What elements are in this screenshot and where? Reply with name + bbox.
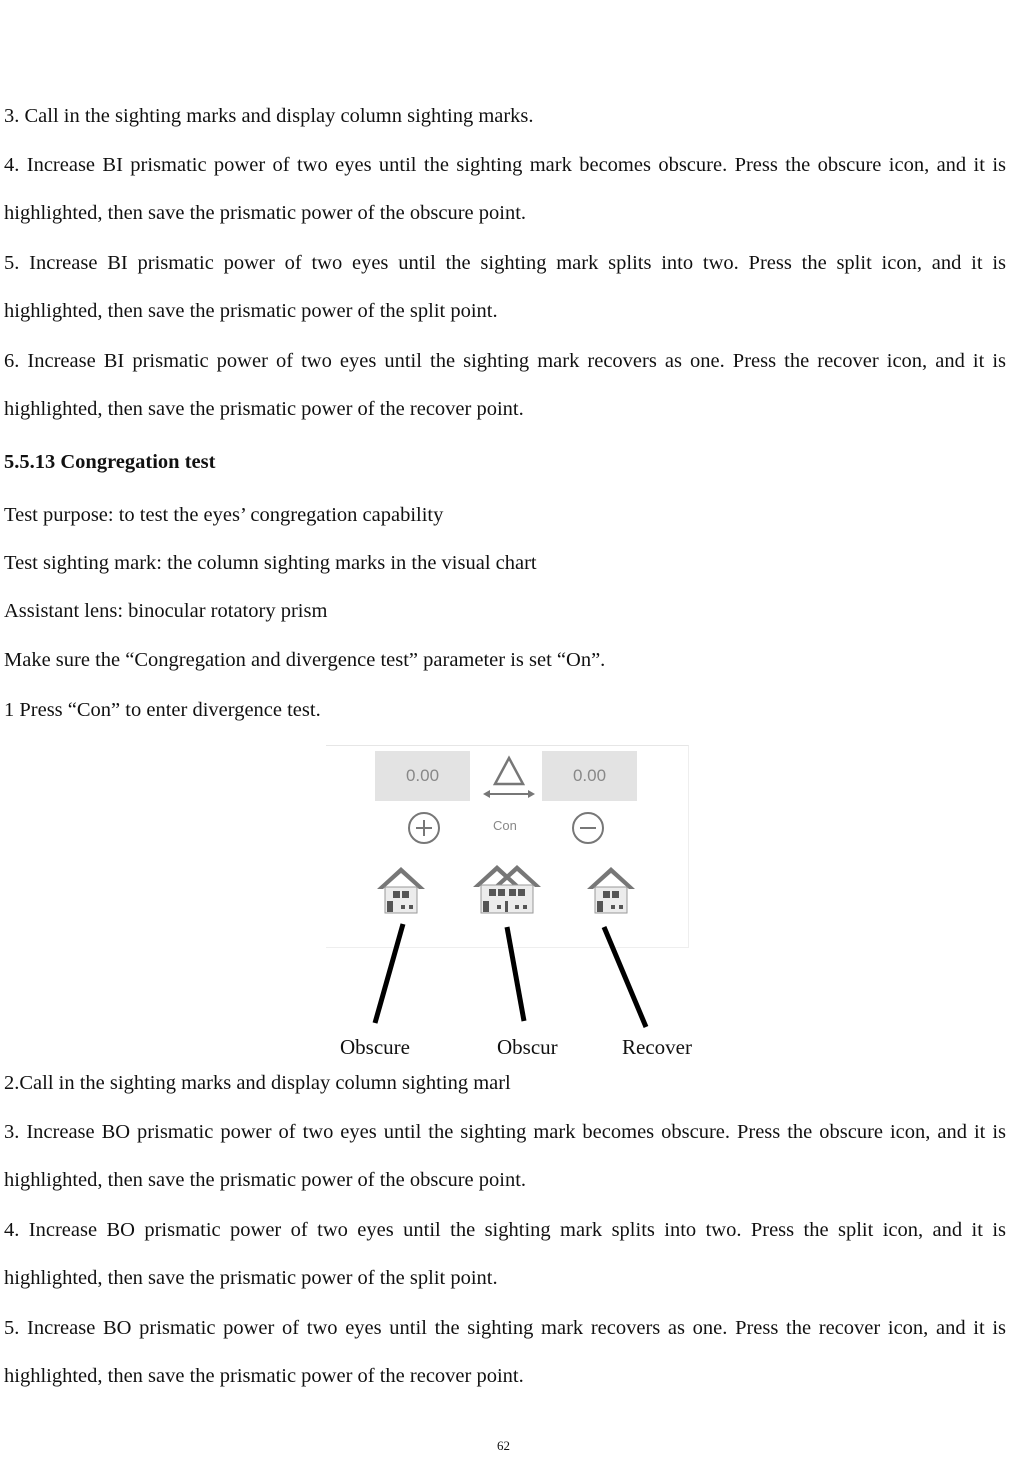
callout-split-label: Obscur [497, 1035, 558, 1059]
step-5-bo: 5. Increase BO prismatic power of two eyes until the sighting mark recovers as one. Press the recover icon, and it is highlighted, then save the prismatic power of the recover point. [4, 1317, 1006, 1387]
step-4-bi: 4. Increase BI prismatic power of two eyes until the sighting mark becomes obscure. Press the obscure icon, and it is highlighted, then save the prismatic power of the obscure point. [4, 154, 1006, 224]
assistant-lens: Assistant lens: binocular rotatory prism [4, 600, 328, 622]
right-prism-value: 0.00 [542, 751, 637, 801]
recover-pointer-line [604, 927, 646, 1027]
test-purpose: Test purpose: to test the eyes’ congregation capability [4, 504, 444, 526]
step-2-con: 2.Call in the sighting marks and display column sighting marl [4, 1072, 511, 1094]
step-1-con: 1 Press “Con” to enter divergence test. [4, 699, 321, 721]
step-3-bi: 3. Call in the sighting marks and display column sighting marks. [4, 105, 534, 127]
parameter-note: Make sure the “Congregation and divergence test” parameter is set “On”. [4, 649, 606, 671]
obscure-pointer-line [375, 924, 403, 1023]
step-6-bi: 6. Increase BI prismatic power of two eyes until the sighting mark recovers as one. Press the recover icon, and it is highlighted, then save the prismatic power of the recover point. [4, 350, 1006, 420]
con-mode-label[interactable]: Con [493, 818, 517, 833]
callout-obscure-label: Obscure [340, 1035, 410, 1059]
callout-recover-label: Recover [622, 1035, 692, 1059]
step-3-bo: 3. Increase BO prismatic power of two eyes until the sighting mark becomes obscure. Press the obscure icon, and it is highlighted, then save the prismatic power of the obscure point. [4, 1121, 1006, 1191]
section-heading: 5.5.13 Congregation test [4, 451, 216, 473]
step-4-bo: 4. Increase BO prismatic power of two eyes until the sighting mark splits into two. Press the split icon, and it is highlighted, then save the prismatic power of the split point. [4, 1219, 1006, 1289]
test-sighting-mark: Test sighting mark: the column sighting marks in the visual chart [4, 552, 537, 574]
step-5-bi: 5. Increase BI prismatic power of two eyes until the sighting mark splits into two. Press the split icon, and it is highlighted, then save the prismatic power of the split point. [4, 252, 1006, 322]
page-number: 62 [497, 1438, 510, 1453]
left-prism-value: 0.00 [375, 751, 470, 801]
split-pointer-line [507, 927, 524, 1021]
